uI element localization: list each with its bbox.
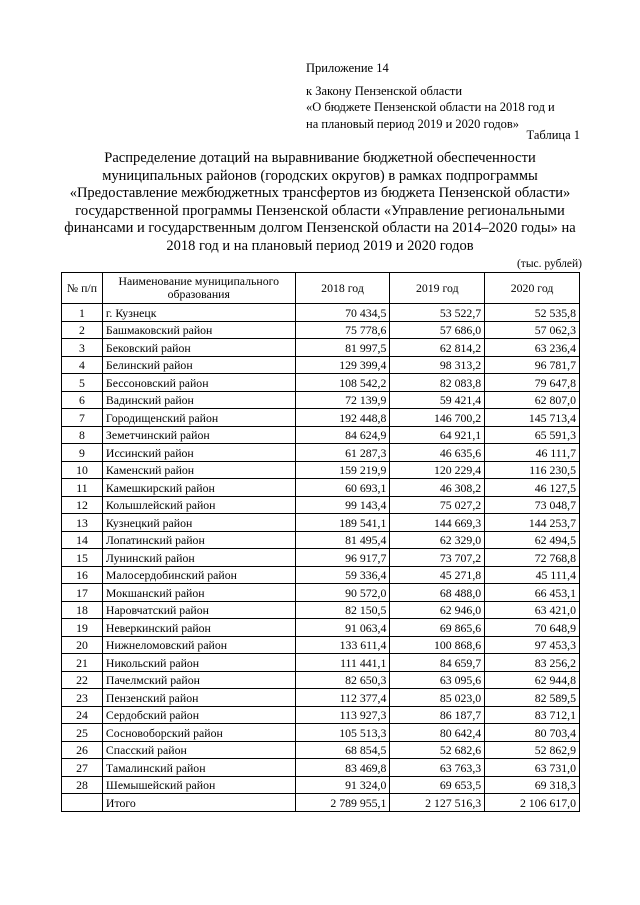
row-number: 3: [62, 339, 103, 357]
row-value-2018: 113 927,3: [295, 706, 390, 724]
row-value-2019: 53 522,7: [390, 304, 485, 322]
row-number: 7: [62, 409, 103, 427]
table-row: [62, 409, 580, 427]
row-number: 26: [62, 741, 103, 759]
row-value-2018: 112 377,4: [295, 689, 390, 707]
row-municipality: Земетчинский район: [102, 426, 295, 444]
row-value-2020: 70 648,9: [485, 619, 580, 637]
header-name: Наименование муниципального образования: [102, 273, 295, 304]
row-municipality: Кузнецкий район: [102, 514, 295, 532]
row-value-2019: 62 329,0: [390, 531, 485, 549]
row-value-2019: 85 023,0: [390, 689, 485, 707]
row-value-2020: 72 768,8: [485, 549, 580, 567]
row-value-2020: 83 712,1: [485, 706, 580, 724]
row-value-2018: 192 448,8: [295, 409, 390, 427]
row-municipality: Наровчатский район: [102, 601, 295, 619]
row-value-2018: 105 513,3: [295, 724, 390, 742]
row-value-2019: 63 763,3: [390, 759, 485, 777]
table-header-row: [62, 273, 580, 304]
appendix-title: Приложение 14: [306, 61, 389, 75]
appendix-block: [306, 60, 606, 132]
table-row: [62, 321, 580, 339]
total-value: 2 127 516,3: [390, 794, 485, 812]
row-municipality: Сердобский район: [102, 706, 295, 724]
row-number: 8: [62, 426, 103, 444]
row-value-2018: 133 611,4: [295, 636, 390, 654]
row-number: 9: [62, 444, 103, 462]
row-value-2019: 62 814,2: [390, 339, 485, 357]
document-title: Распределение дотаций на выравнивание бюджетной обеспеченности муниципальных районов (городских округов) в рамках подпрограммы «Предоставление межбюджетных трансфертов из бюджета Пензенской области» государственной программы Пензенской области «Управление региональными финансами и государственным долгом Пензенской области на 2014–2020 годы» на 2018 год и на плановый период 2019 и 2020 годов: [64, 150, 576, 254]
table-row: [62, 444, 580, 462]
row-number: 19: [62, 619, 103, 637]
row-value-2020: 145 713,4: [485, 409, 580, 427]
row-value-2018: 96 917,7: [295, 549, 390, 567]
row-value-2020: 45 111,4: [485, 566, 580, 584]
row-value-2019: 120 229,4: [390, 461, 485, 479]
total-value: 2 789 955,1: [295, 794, 390, 812]
row-value-2020: 69 318,3: [485, 776, 580, 794]
row-municipality: Камешкирский район: [102, 479, 295, 497]
table-row: [62, 479, 580, 497]
row-municipality: Каменский район: [102, 461, 295, 479]
table-row: [62, 724, 580, 742]
table-row: [62, 461, 580, 479]
row-municipality: Мокшанский район: [102, 584, 295, 602]
row-value-2020: 46 111,7: [485, 444, 580, 462]
header-number: № п/п: [62, 273, 103, 304]
table-row: [62, 356, 580, 374]
row-value-2019: 84 659,7: [390, 654, 485, 672]
header-2019: 2019 год: [390, 273, 485, 304]
row-municipality: Колышлейский район: [102, 496, 295, 514]
row-municipality: Лопатинский район: [102, 531, 295, 549]
row-value-2019: 73 707,2: [390, 549, 485, 567]
row-value-2020: 82 589,5: [485, 689, 580, 707]
row-value-2020: 65 591,3: [485, 426, 580, 444]
row-number: 28: [62, 776, 103, 794]
row-value-2019: 82 083,8: [390, 374, 485, 392]
row-number: 15: [62, 549, 103, 567]
row-number: 18: [62, 601, 103, 619]
row-number: 1: [62, 304, 103, 322]
table-row: [62, 339, 580, 357]
table-row: [62, 374, 580, 392]
appendix-line: к Закону Пензенской области: [306, 83, 463, 98]
row-value-2018: 84 624,9: [295, 426, 390, 444]
row-municipality: Бековский район: [102, 339, 295, 357]
row-value-2019: 144 669,3: [390, 514, 485, 532]
total-value: 2 106 617,0: [485, 794, 580, 812]
row-municipality: Башмаковский район: [102, 321, 295, 339]
row-value-2018: 60 693,1: [295, 479, 390, 497]
row-value-2019: 80 642,4: [390, 724, 485, 742]
row-number: 27: [62, 759, 103, 777]
header-2018: 2018 год: [295, 273, 390, 304]
row-value-2018: 82 150,5: [295, 601, 390, 619]
table-row: [62, 426, 580, 444]
row-value-2020: 57 062,3: [485, 321, 580, 339]
row-value-2018: 111 441,1: [295, 654, 390, 672]
table-row: [62, 741, 580, 759]
table-row: [62, 689, 580, 707]
appendix-line: «О бюджете Пензенской области на 2018 год и: [306, 100, 555, 114]
row-number: 2: [62, 321, 103, 339]
row-value-2020: 62 944,8: [485, 671, 580, 689]
row-number: 12: [62, 496, 103, 514]
row-municipality: Шемышейский район: [102, 776, 295, 794]
row-municipality: Иссинский район: [102, 444, 295, 462]
row-value-2019: 68 488,0: [390, 584, 485, 602]
row-value-2020: 97 453,3: [485, 636, 580, 654]
row-value-2020: 144 253,7: [485, 514, 580, 532]
row-value-2019: 86 187,7: [390, 706, 485, 724]
row-number: 10: [62, 461, 103, 479]
row-value-2019: 57 686,0: [390, 321, 485, 339]
row-municipality: Городищенский район: [102, 409, 295, 427]
row-value-2020: 83 256,2: [485, 654, 580, 672]
row-number: 5: [62, 374, 103, 392]
row-value-2018: 68 854,5: [295, 741, 390, 759]
row-number: 24: [62, 706, 103, 724]
row-value-2018: 159 219,9: [295, 461, 390, 479]
row-value-2018: 82 650,3: [295, 671, 390, 689]
row-value-2019: 62 946,0: [390, 601, 485, 619]
row-value-2020: 96 781,7: [485, 356, 580, 374]
row-value-2019: 75 027,2: [390, 496, 485, 514]
row-municipality: Спасский район: [102, 741, 295, 759]
row-municipality: Лунинский район: [102, 549, 295, 567]
row-number: 21: [62, 654, 103, 672]
row-value-2018: 81 495,4: [295, 531, 390, 549]
table-row: [62, 566, 580, 584]
row-number: 6: [62, 391, 103, 409]
row-municipality: Белинский район: [102, 356, 295, 374]
row-value-2020: 79 647,8: [485, 374, 580, 392]
table-row: [62, 706, 580, 724]
table-row: [62, 391, 580, 409]
table-row: [62, 584, 580, 602]
row-value-2019: 52 682,6: [390, 741, 485, 759]
row-number: 25: [62, 724, 103, 742]
table-row: [62, 776, 580, 794]
row-value-2019: 100 868,6: [390, 636, 485, 654]
row-municipality: Вадинский район: [102, 391, 295, 409]
row-municipality: Тамалинский район: [102, 759, 295, 777]
row-value-2020: 73 048,7: [485, 496, 580, 514]
data-table: [61, 272, 580, 812]
row-number: 14: [62, 531, 103, 549]
row-value-2019: 69 653,5: [390, 776, 485, 794]
row-number: 17: [62, 584, 103, 602]
total-number: [62, 794, 103, 812]
row-value-2018: 91 063,4: [295, 619, 390, 637]
table-row: [62, 759, 580, 777]
row-value-2019: 46 308,2: [390, 479, 485, 497]
table-total-row: [62, 794, 580, 812]
row-value-2018: 90 572,0: [295, 584, 390, 602]
row-value-2018: 189 541,1: [295, 514, 390, 532]
row-number: 13: [62, 514, 103, 532]
row-value-2018: 75 778,6: [295, 321, 390, 339]
table-row: [62, 619, 580, 637]
row-value-2020: 63 236,4: [485, 339, 580, 357]
row-number: 23: [62, 689, 103, 707]
table-row: [62, 304, 580, 322]
row-value-2018: 70 434,5: [295, 304, 390, 322]
row-municipality: г. Кузнецк: [102, 304, 295, 322]
appendix-line: на плановый период 2019 и 2020 годов»: [306, 116, 519, 131]
table-row: [62, 671, 580, 689]
table-row: [62, 601, 580, 619]
row-value-2020: 66 453,1: [485, 584, 580, 602]
row-value-2020: 116 230,5: [485, 461, 580, 479]
table-row: [62, 636, 580, 654]
row-value-2018: 83 469,8: [295, 759, 390, 777]
row-value-2018: 59 336,4: [295, 566, 390, 584]
table-row: [62, 514, 580, 532]
row-municipality: Малосердобинский район: [102, 566, 295, 584]
row-value-2019: 69 865,6: [390, 619, 485, 637]
row-number: 4: [62, 356, 103, 374]
row-municipality: Пензенский район: [102, 689, 295, 707]
row-municipality: Неверкинский район: [102, 619, 295, 637]
row-value-2019: 63 095,6: [390, 671, 485, 689]
row-value-2018: 91 324,0: [295, 776, 390, 794]
row-number: 22: [62, 671, 103, 689]
row-value-2020: 63 421,0: [485, 601, 580, 619]
row-value-2018: 61 287,3: [295, 444, 390, 462]
row-value-2019: 64 921,1: [390, 426, 485, 444]
table-row: [62, 654, 580, 672]
row-municipality: Никольский район: [102, 654, 295, 672]
header-2020: 2020 год: [485, 273, 580, 304]
row-value-2018: 81 997,5: [295, 339, 390, 357]
row-municipality: Пачелмский район: [102, 671, 295, 689]
row-value-2019: 45 271,8: [390, 566, 485, 584]
table-row: [62, 531, 580, 549]
row-value-2019: 146 700,2: [390, 409, 485, 427]
total-label: Итого: [102, 794, 295, 812]
row-municipality: Нижнеломовский район: [102, 636, 295, 654]
row-number: 16: [62, 566, 103, 584]
row-value-2018: 72 139,9: [295, 391, 390, 409]
row-value-2019: 98 313,2: [390, 356, 485, 374]
row-value-2019: 46 635,6: [390, 444, 485, 462]
row-value-2020: 63 731,0: [485, 759, 580, 777]
row-number: 20: [62, 636, 103, 654]
units-label: (тыс. рублей): [516, 258, 582, 270]
row-value-2018: 99 143,4: [295, 496, 390, 514]
row-number: 11: [62, 479, 103, 497]
row-value-2020: 80 703,4: [485, 724, 580, 742]
row-municipality: Бессоновский район: [102, 374, 295, 392]
row-value-2020: 52 862,9: [485, 741, 580, 759]
row-value-2020: 52 535,8: [485, 304, 580, 322]
row-value-2020: 62 494,5: [485, 531, 580, 549]
row-value-2019: 59 421,4: [390, 391, 485, 409]
row-value-2018: 108 542,2: [295, 374, 390, 392]
table-row: [62, 496, 580, 514]
table-row: [62, 549, 580, 567]
table-number: Таблица 1: [526, 128, 580, 142]
row-value-2020: 46 127,5: [485, 479, 580, 497]
row-value-2018: 129 399,4: [295, 356, 390, 374]
row-municipality: Сосновоборский район: [102, 724, 295, 742]
row-value-2020: 62 807,0: [485, 391, 580, 409]
